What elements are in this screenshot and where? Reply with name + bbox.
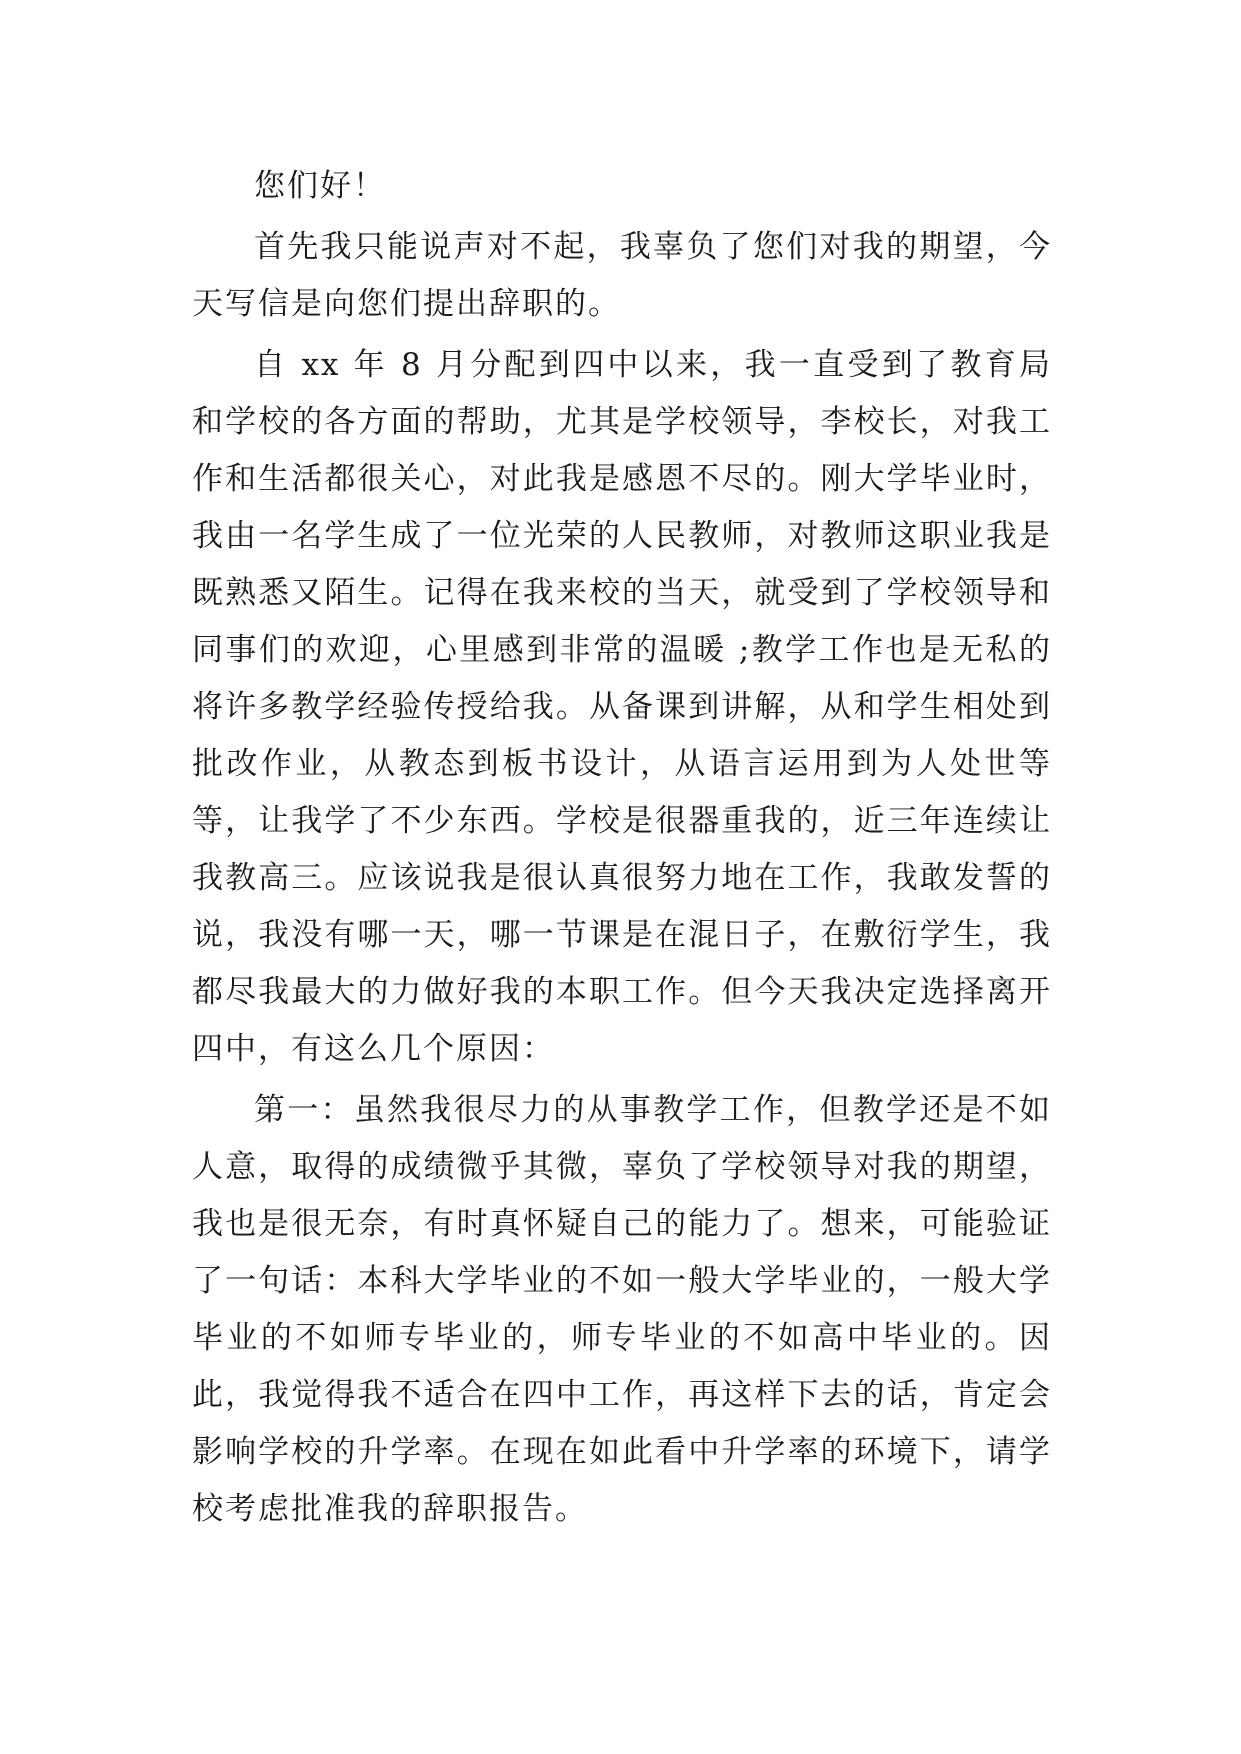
reason-one-paragraph: 第一：虽然我很尽力的从事教学工作，但教学还是不如人意，取得的成绩微乎其微，辜负了学校领导对我的期望，我也是很无奈，有时真怀疑自己的能力了。想来，可能验证了一句话：本科大学毕业的不如一般大学毕业的，一般大学毕业的不如师专毕业的，师专毕业的不如高中毕业的。因此，我觉得我不适合在四中工作，再这样下去的话，肯定会影响学校的升学率。在现在如此看中升学率的环境下，请学校考虑批准我的辞职报告。	[192, 1092, 1052, 1527]
letter-body	[192, 158, 1052, 1542]
background-paragraph: 自 xx 年 8 月分配到四中以来，我一直受到了教育局和学校的各方面的帮助，尤其是学校领导，李校长，对我工作和生活都很关心，对此我是感恩不尽的。刚大学毕业时，我由一名学生成了一位光荣的人民教师，对教师这职业我是既熟悉又陌生。记得在我来校的当天，就受到了学校领导和同事们的欢迎，心里感到非常的温暖 ;教学工作也是无私的将许多教学经验传授给我。从备课到讲解，从和学生相处到批改作业，从教态到板书设计，从语言运用到为人处世等等，让我学了不少东西。学校是很器重我的，近三年连续让我教高三。应该说我是很认真很努力地在工作，我敢发誓的说，我没有哪一天，哪一节课是在混日子，在敷衍学生，我都尽我最大的力做好我的本职工作。但今天我决定选择离开四中，有这么几个原因：	[192, 347, 1052, 1067]
apology-paragraph: 首先我只能说声对不起，我辜负了您们对我的期望，今天写信是向您们提出辞职的。	[192, 229, 1052, 322]
greeting-paragraph: 您们好！	[254, 168, 386, 204]
